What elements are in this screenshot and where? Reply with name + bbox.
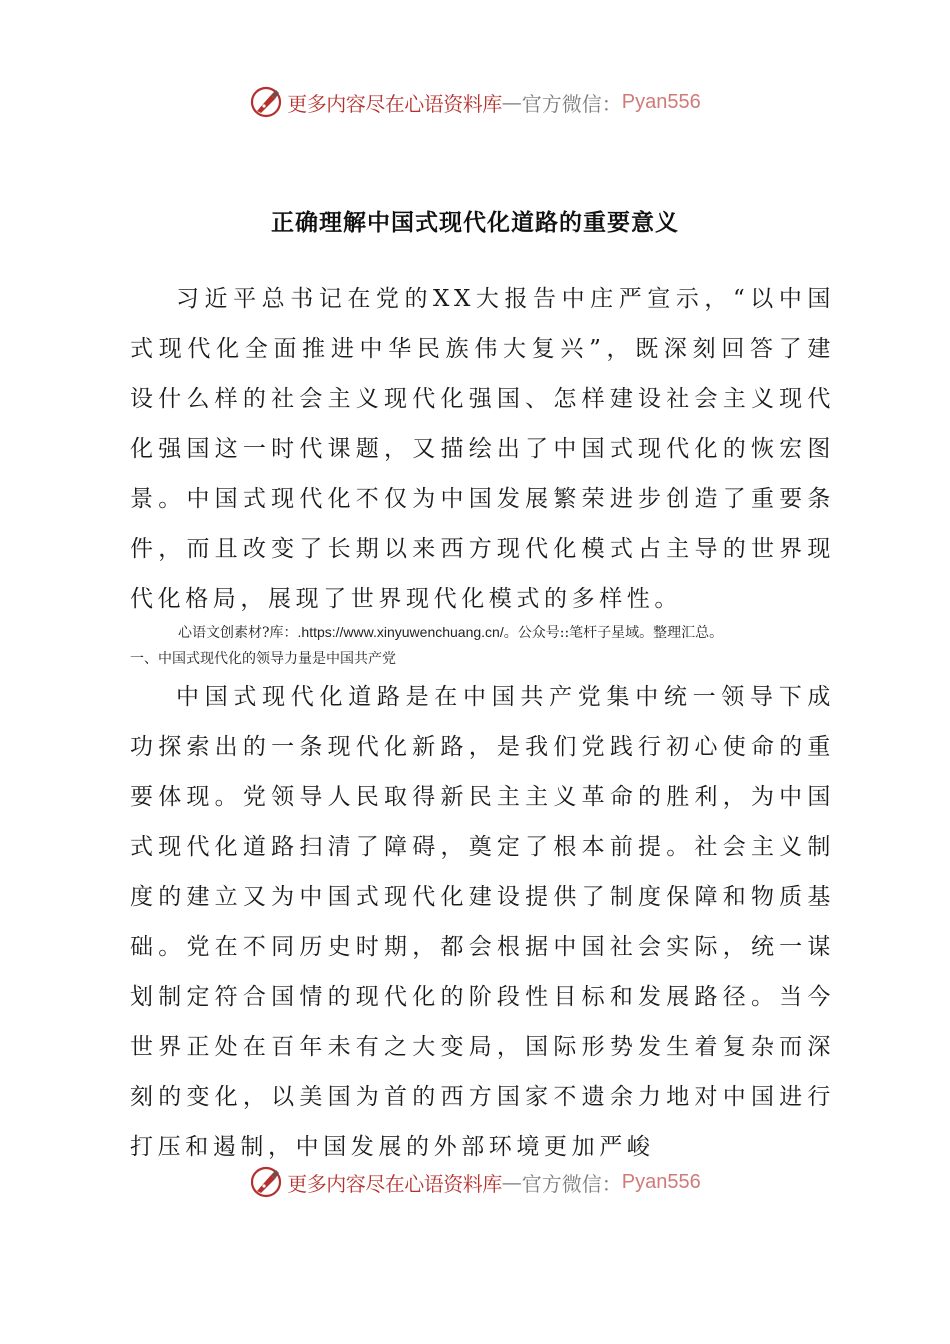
pen-nib-logo-icon — [249, 1165, 283, 1199]
source-note — [178, 622, 723, 642]
pen-nib-logo-icon — [249, 85, 283, 119]
banner-label: 官方微信： — [521, 91, 622, 116]
banner-wechat-id: Pyan556 — [621, 90, 701, 113]
banner-dash: — — [501, 1170, 522, 1194]
source-note-prefix: 心语文创素材?库： — [178, 625, 298, 641]
paragraph-intro: 习近平总书记在党的XX大报告中庄严宣示，“以中国式现代化全面推进中华民族伟大复兴”，既深刻回答了建设什么样的社会主义现代化强国、怎样建设社会主义现代化强国这一时代课题，又描绘出了中国式现代化的恢宏图景。中国式现代化不仅为中国发展繁荣进步创造了重要条件，而且改变了长期以来西方现代化模式占主导的世界现代化格局，展现了世界现代化模式的多样性。 — [130, 286, 835, 612]
source-note-url: .https://www.xinyuwenchuang.cn/ — [297, 624, 504, 640]
footer-banner — [0, 1162, 950, 1202]
source-note-suffix: 。公众号::笔杆子星域。整理汇总。 — [503, 625, 724, 641]
banner-wechat-id: Pyan556 — [621, 1170, 701, 1193]
header-banner — [0, 82, 950, 122]
banner-label: 官方微信： — [521, 1171, 622, 1196]
document-title: 正确理解中国式现代化道路的重要意义 — [271, 209, 679, 236]
paragraph-section-one: 中国式现代化道路是在中国共产党集中统一领导下成功探索出的一条现代化新路，是我们党践行初心使命的重要体现。党领导人民取得新民主主义革命的胜利，为中国式现代化道路扫清了障碍，奠定了根本前提。社会主义制度的建立又为中国式现代化建设提供了制度保障和物质基础。党在不同历史时期，都会根据中国社会实际，统一谋划制定符合国情的现代化的阶段性目标和发展路径。当今世界正处在百年未有之大变局，国际形势发生着复杂而深刻的变化，以美国为首的西方国家不遗余力地对中国进行打压和遏制，中国发展的外部环境更加严峻 — [130, 684, 835, 1160]
section-heading: 一、中国式现代化的领导力量是中国共产党 — [130, 651, 396, 667]
banner-main-text: 更多内容尽在心语资料库 — [287, 1171, 502, 1196]
banner-dash: — — [501, 90, 522, 114]
banner-main-text: 更多内容尽在心语资料库 — [287, 91, 502, 116]
